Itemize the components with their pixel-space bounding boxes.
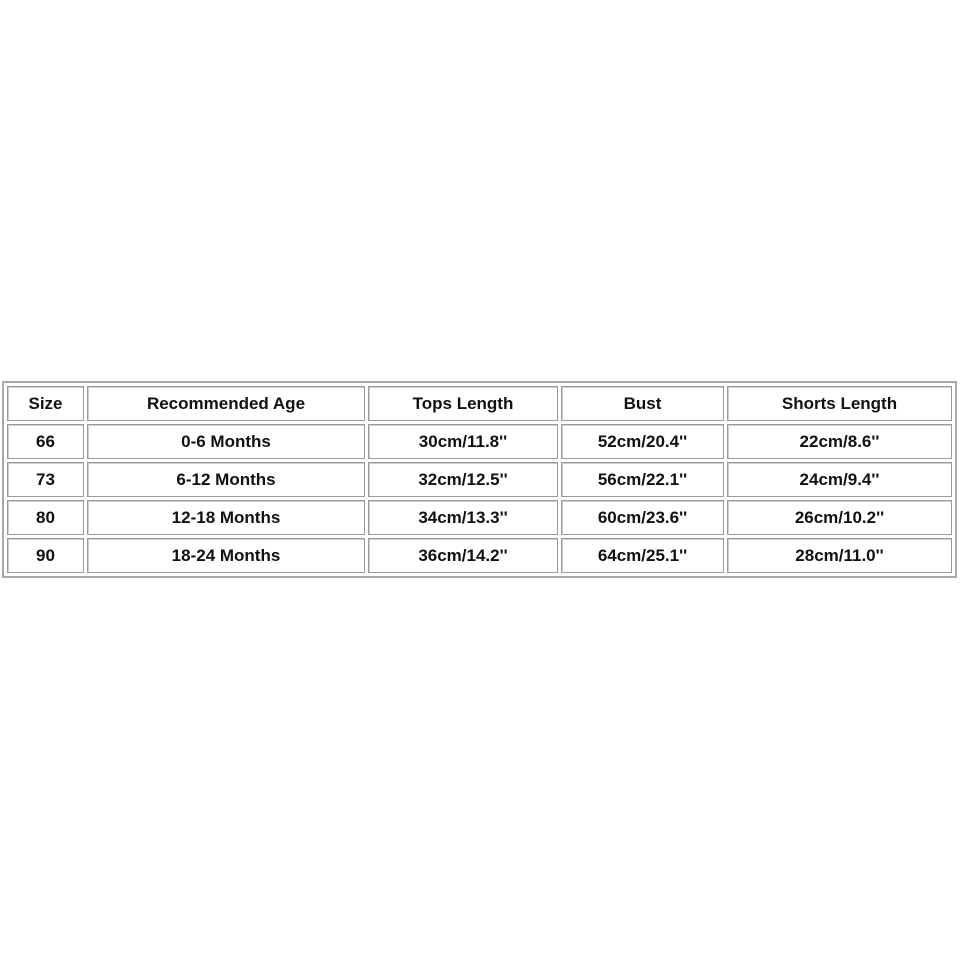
cell-bust: 60cm/23.6'' — [561, 500, 724, 535]
table-header-row — [7, 386, 952, 421]
cell-shorts-length: 24cm/9.4'' — [727, 462, 952, 497]
cell-size: 73 — [7, 462, 84, 497]
cell-recommended-age: 6-12 Months — [87, 462, 365, 497]
cell-bust: 56cm/22.1'' — [561, 462, 724, 497]
cell-size: 66 — [7, 424, 84, 459]
cell-size: 80 — [7, 500, 84, 535]
cell-tops-length: 34cm/13.3'' — [368, 500, 558, 535]
cell-tops-length: 32cm/12.5'' — [368, 462, 558, 497]
header-bust: Bust — [561, 386, 724, 421]
cell-shorts-length: 28cm/11.0'' — [727, 538, 952, 573]
cell-recommended-age: 12-18 Months — [87, 500, 365, 535]
header-shorts-length: Shorts Length — [727, 386, 952, 421]
size-chart — [2, 381, 957, 578]
table-row — [7, 462, 952, 497]
header-size: Size — [7, 386, 84, 421]
table-row — [7, 500, 952, 535]
table-row — [7, 538, 952, 573]
cell-bust: 52cm/20.4'' — [561, 424, 724, 459]
cell-recommended-age: 18-24 Months — [87, 538, 365, 573]
size-table — [4, 383, 955, 576]
cell-tops-length: 36cm/14.2'' — [368, 538, 558, 573]
cell-recommended-age: 0-6 Months — [87, 424, 365, 459]
header-recommended-age: Recommended Age — [87, 386, 365, 421]
cell-tops-length: 30cm/11.8'' — [368, 424, 558, 459]
cell-size: 90 — [7, 538, 84, 573]
header-tops-length: Tops Length — [368, 386, 558, 421]
cell-shorts-length: 26cm/10.2'' — [727, 500, 952, 535]
cell-bust: 64cm/25.1'' — [561, 538, 724, 573]
table-row — [7, 424, 952, 459]
cell-shorts-length: 22cm/8.6'' — [727, 424, 952, 459]
